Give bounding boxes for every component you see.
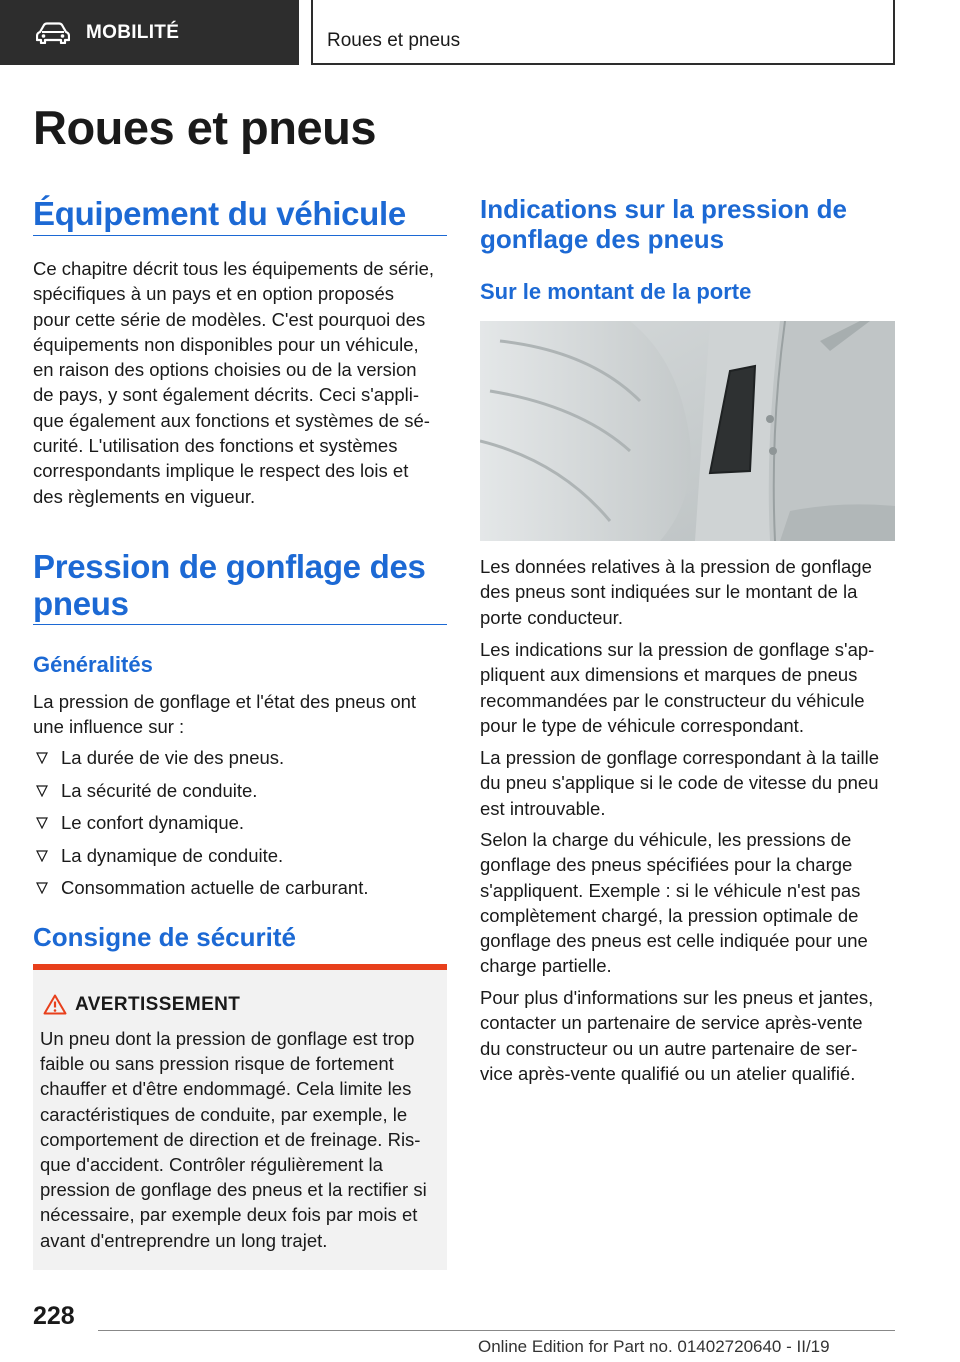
list-item: Consommation actuelle de carburant. — [33, 875, 447, 908]
influence-list — [33, 745, 447, 908]
car-icon — [36, 22, 70, 44]
section-tab — [0, 0, 299, 65]
heading-general: Généralités — [33, 652, 153, 677]
list-item: La sécurité de conduite. — [33, 778, 447, 811]
edition-note: Online Edition for Part no. 01402720640 - II/19 — [478, 1337, 830, 1356]
chapter-tab — [311, 0, 895, 65]
chapter-label: Roues et pneus — [327, 30, 461, 51]
section-label: MOBILITÉ — [86, 21, 180, 43]
subheading-door-pillar: Sur le montant de la porte — [480, 279, 752, 304]
paragraph-load: Selon la charge du véhicule, les pressions de gonflage des pneus spécifiées pour la charge s'appliquent. Exemple : si le véhicule n'est pas complètement chargé, la pression optimale de gonflage des pneus est celle indiquée pour une charge partielle. — [480, 829, 868, 977]
heading-safety: Consigne de sécurité — [33, 922, 296, 952]
list-item: Le confort dynamique. — [33, 810, 447, 843]
warning-triangle-icon — [43, 994, 67, 1015]
page-number: 228 — [33, 1302, 75, 1330]
footer-rule — [98, 1330, 895, 1331]
heading-rule — [33, 624, 447, 625]
triangle-bullet-icon — [36, 785, 48, 797]
paragraph-more-info: Pour plus d'informations sur les pneus et jantes, contacter un partenaire de service après-vente du constructeur ou un autre partenaire de ser‐ vice après-vente qualifié ou un atelier qualifié. — [480, 987, 874, 1084]
equipment-paragraph: Ce chapitre décrit tous les équipements de série, spécifiques à un pays et en option proposés pour cette série de modèles. C'est pourquoi des équipements non disponibles pour un véhicule, en raison des options choisies ou de la version de pays, y sont également décrits. Ceci s'appli‐ que également aux fonctions et systèmes de sé‐ curité. L'utilisation des fonctions et systèmes correspondants implique le respect des lois et des règlements en vigueur. — [33, 258, 435, 507]
door-pillar-drawing — [480, 321, 895, 541]
door-pillar-illustration — [480, 321, 895, 541]
triangle-bullet-icon — [36, 752, 48, 764]
paragraph-location: Les données relatives à la pression de gonflage des pneus sont indiquées sur le montant de la porte conducteur. — [480, 556, 872, 628]
list-item: La dynamique de conduite. — [33, 843, 447, 876]
general-intro: La pression de gonflage et l'état des pneus ont une influence sur : — [33, 691, 417, 738]
paragraph-dimensions: Les indications sur la pression de gonflage s'ap‐ pliquent aux dimensions et marques de pneus recommandées par le constructeur du véhicule pour le type de véhicule correspondant. — [480, 639, 875, 736]
paragraph-speed-code: La pression de gonflage correspondant à la taille du pneu s'applique si le code de vitesse du pneu est introuvable. — [480, 747, 880, 819]
warning-title: AVERTISSEMENT — [75, 994, 241, 1015]
heading-indications: Indications sur la pression de gonflage des pneus — [480, 194, 847, 254]
page-title: Roues et pneus — [33, 101, 376, 154]
triangle-bullet-icon — [36, 817, 48, 829]
warning-text: Un pneu dont la pression de gonflage est trop faible ou sans pression risque de fortement chauffer et d'être endommagé. Cela limite les caractéristiques de conduite, par exemple, le comportement de direction et de freinage. Ris‐ que d'accident. Contrôler régulièrement la pression de gonflage des pneus et la rectifier si nécessaire, par exemple deux fois par mois et avant d'entreprendre un long trajet. — [40, 1028, 427, 1251]
heading-equipment: Équipement du véhicule — [33, 195, 406, 232]
triangle-bullet-icon — [36, 882, 48, 894]
heading-rule — [33, 235, 447, 236]
list-item: La durée de vie des pneus. — [33, 745, 447, 778]
triangle-bullet-icon — [36, 850, 48, 862]
heading-pressure: Pression de gonflage des pneus — [33, 548, 426, 622]
warning-box — [33, 964, 447, 1270]
